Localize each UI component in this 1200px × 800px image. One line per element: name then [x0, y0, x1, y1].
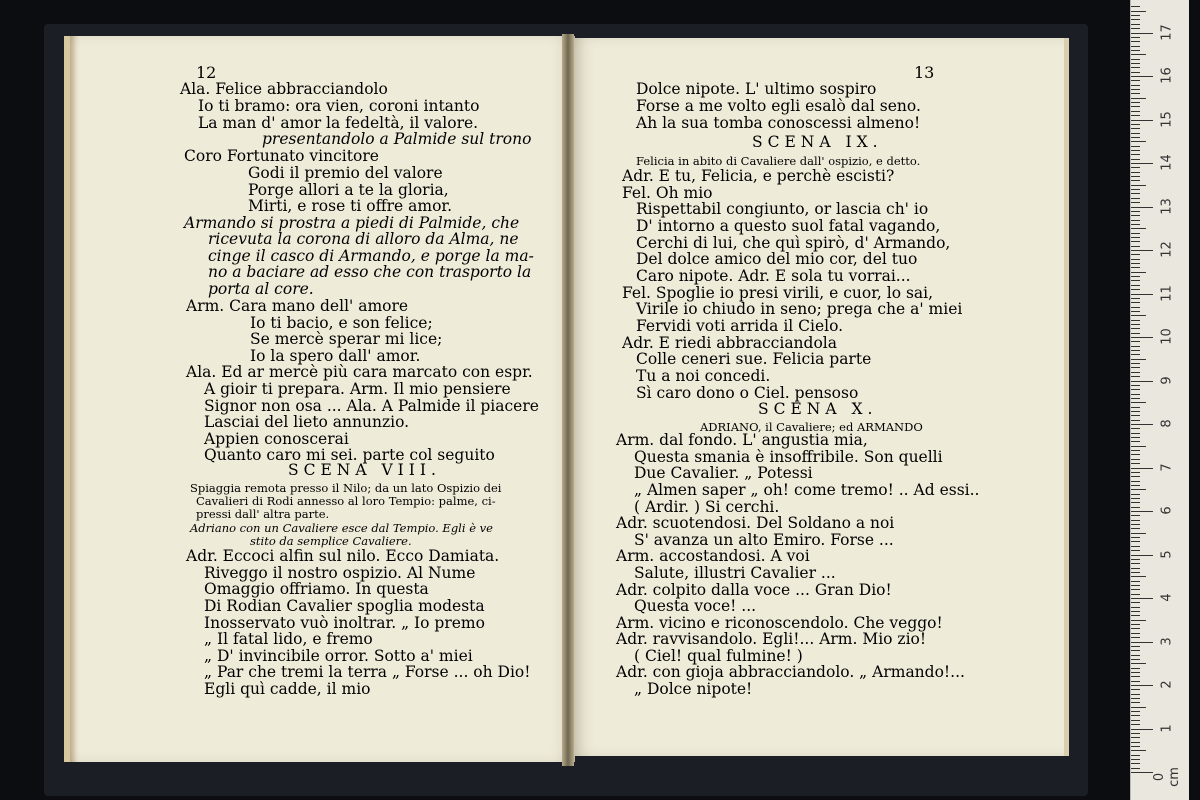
text-line: Del dolce amico del mio cor, del tuo [636, 250, 918, 268]
ruler-tick [1131, 354, 1140, 355]
ruler-tick [1131, 211, 1140, 212]
ruler-tick [1131, 685, 1153, 686]
text-line: Fel. Oh mio [622, 184, 713, 202]
text-line: ADRIANO, il Cavaliere; ed ARMANDO [700, 420, 923, 434]
text-line: „ Almen saper „ oh! come tremo! .. Ad essi.. [634, 481, 980, 499]
ruler-tick [1131, 537, 1140, 538]
ruler-tick [1131, 463, 1140, 464]
ruler-tick [1131, 407, 1140, 408]
ruler-tick [1131, 33, 1153, 34]
text-line: A gioir ti prepara. Arm. Il mio pensiere [204, 380, 511, 398]
text-line: Mirti, e rose ti offre amor. [248, 197, 453, 215]
ruler-tick [1131, 172, 1140, 173]
ruler-tick [1131, 333, 1140, 334]
ruler-tick [1131, 207, 1153, 208]
ruler-tick [1131, 568, 1140, 569]
ruler-tick [1131, 729, 1153, 730]
ruler-tick [1131, 459, 1140, 460]
ruler-tick [1131, 215, 1140, 216]
ruler-tick [1131, 363, 1140, 364]
text-line: Adr. Eccoci alfin sul nilo. Ecco Damiata. [186, 547, 500, 565]
ruler-tick [1131, 424, 1153, 425]
ruler-tick [1131, 433, 1140, 434]
ruler-tick [1131, 11, 1146, 12]
ruler-tick [1131, 702, 1140, 703]
ruler-tick [1131, 454, 1140, 455]
ruler-tick [1131, 133, 1140, 134]
ruler-tick [1131, 655, 1140, 656]
text-line: ( Ardir. ) Si cerchi. [634, 498, 780, 516]
right-page-number: 13 [914, 63, 935, 82]
text-line: Appien conoscerai [204, 430, 349, 448]
ruler-tick [1131, 85, 1140, 86]
ruler-tick [1131, 359, 1146, 360]
text-line: porta al core. [208, 280, 314, 298]
ruler-tick [1131, 6, 1140, 7]
ruler-tick [1131, 350, 1140, 351]
text-line: Se mercè sperar mi lice; [250, 330, 443, 348]
text-line: „ Dolce nipote! [634, 680, 753, 698]
ruler-tick [1131, 385, 1140, 386]
text-line: Godi il premio del valore [248, 164, 443, 182]
ruler-tick [1131, 594, 1140, 595]
ruler-tick [1131, 372, 1140, 373]
ruler-tick [1131, 389, 1140, 390]
ruler-tick [1131, 376, 1140, 377]
ruler-tick [1131, 494, 1140, 495]
text-line: Fel. Spoglie io presi virili, e cuor, lo sai, [622, 284, 934, 302]
ruler-tick [1131, 367, 1140, 368]
ruler-tick [1131, 193, 1140, 194]
book-spine [562, 34, 574, 766]
text-line: Rispettabil congiunto, or lascia ch' io [636, 200, 929, 218]
text-line: Virile io chiudo in seno; prega che a' miei [636, 300, 963, 318]
text-line: Porge allori a te la gloria, [248, 181, 449, 199]
ruler-tick [1131, 742, 1140, 743]
ruler-tick [1131, 642, 1153, 643]
text-line: Tu a noi concedi. [636, 367, 771, 385]
ruler-tick [1131, 15, 1140, 16]
ruler-tick [1131, 154, 1140, 155]
ruler-tick [1131, 672, 1140, 673]
ruler-tick [1131, 272, 1146, 273]
ruler-tick [1131, 411, 1140, 412]
ruler-tick [1131, 241, 1140, 242]
ruler-tick [1131, 489, 1146, 490]
ruler-cm-label: 7 [1159, 462, 1175, 472]
ruler-tick [1131, 294, 1153, 295]
ruler-tick [1131, 720, 1140, 721]
ruler-tick [1131, 106, 1140, 107]
text-line: Riveggo il nostro ospizio. Al Nume [204, 564, 476, 582]
ruler-tick [1131, 315, 1146, 316]
text-line: Cavalieri di Rodi annesso al loro Tempio: palme, ci- [196, 494, 496, 508]
ruler-tick [1131, 102, 1140, 103]
ruler-tick [1131, 46, 1140, 47]
ruler-cm-label: 10 [1159, 328, 1175, 345]
ruler-tick [1131, 228, 1146, 229]
ruler-tick [1131, 628, 1140, 629]
ruler-tick [1131, 328, 1140, 329]
ruler-tick [1131, 233, 1140, 234]
ruler-tick [1131, 246, 1140, 247]
ruler-tick [1131, 572, 1140, 573]
ruler-cm-label: 5 [1159, 549, 1175, 559]
ruler-tick [1131, 550, 1140, 551]
text-line: „ Il fatal lido, e fremo [204, 630, 373, 648]
ruler-tick [1131, 668, 1140, 669]
text-line: Adr. con gioja abbracciandolo. „ Armando!... [616, 663, 965, 681]
text-line: Io ti bacio, e son felice; [250, 314, 433, 332]
text-line: Cerchi di lui, che quì spirò, d' Armando, [636, 234, 951, 252]
text-line: Adriano con un Cavaliere esce dal Tempio. Egli è ve [190, 521, 493, 535]
ruler-tick [1131, 307, 1140, 308]
text-line: Colle ceneri sue. Felicia parte [636, 350, 872, 368]
left-page-number: 12 [196, 63, 217, 82]
ruler-unit-label: 0 cm [1152, 767, 1182, 787]
ruler-tick [1131, 128, 1140, 129]
ruler-tick [1131, 176, 1140, 177]
ruler-tick [1131, 120, 1153, 121]
ruler-tick [1131, 533, 1146, 534]
ruler-tick [1131, 93, 1140, 94]
ruler-tick [1131, 263, 1140, 264]
ruler-tick [1131, 698, 1140, 699]
ruler-tick [1131, 163, 1153, 164]
ruler-tick [1131, 541, 1140, 542]
text-line: Omaggio offriamo. In questa [204, 580, 429, 598]
text-line: ( Ciel! qual fulmine! ) [634, 647, 803, 665]
measuring-ruler [1130, 0, 1189, 800]
ruler-cm-label: 14 [1159, 154, 1175, 171]
text-line: Salute, illustri Cavalier ... [634, 564, 836, 582]
ruler-tick [1131, 150, 1140, 151]
text-line: Arm. Cara mano dell' amore [186, 297, 409, 315]
text-line: Signor non osa ... Ala. A Palmide il piacere [204, 397, 539, 415]
text-line: D' intorno a questo suol fatal vagando, [636, 217, 941, 235]
scene-heading: SCENA VIII. [288, 461, 441, 479]
ruler-cm-label: 8 [1159, 419, 1175, 428]
ruler-tick [1131, 528, 1140, 529]
ruler-tick [1131, 546, 1140, 547]
ruler-tick [1131, 707, 1146, 708]
text-line: Armando si prostra a piedi di Palmide, che [184, 214, 520, 232]
ruler-cm-label: 9 [1159, 375, 1175, 385]
ruler-tick [1131, 76, 1153, 77]
ruler-tick [1131, 611, 1140, 612]
ruler-cm-label: 3 [1159, 636, 1175, 646]
ruler-tick [1131, 111, 1140, 112]
ruler-tick [1131, 124, 1140, 125]
text-line: Arm. vicino e riconoscendolo. Che veggo! [616, 614, 943, 632]
ruler-tick [1131, 498, 1140, 499]
ruler-tick [1131, 428, 1140, 429]
scene-heading: SCENA X. [758, 400, 878, 418]
text-line: Forse a me volto egli esalò dal seno. [636, 97, 921, 115]
ruler-tick [1131, 198, 1140, 199]
ruler-tick [1131, 24, 1140, 25]
ruler-tick [1131, 420, 1140, 421]
ruler-tick [1131, 633, 1140, 634]
ruler-tick [1131, 72, 1140, 73]
ruler-tick [1131, 476, 1140, 477]
ruler-cm-label: 13 [1159, 197, 1175, 215]
ruler-tick [1131, 341, 1140, 342]
ruler-tick [1131, 581, 1140, 582]
ruler-tick [1131, 37, 1140, 38]
text-line: Di Rodian Cavalier spoglia modesta [204, 597, 485, 615]
ruler-cm-label: 1 [1159, 723, 1175, 733]
ruler-cm-label: 11 [1159, 284, 1175, 302]
ruler-tick [1131, 468, 1153, 469]
ruler-tick [1131, 724, 1140, 725]
ruler-tick [1131, 394, 1140, 395]
ruler-tick [1131, 485, 1140, 486]
ruler-tick [1131, 167, 1140, 168]
text-line: Ala. Ed ar mercè più cara marcato con espr. [186, 363, 533, 381]
ruler-tick [1131, 146, 1140, 147]
ruler-tick [1131, 659, 1140, 660]
ruler-tick [1131, 267, 1140, 268]
ruler-tick [1131, 141, 1146, 142]
text-line: Adr. colpito dalla voce ... Gran Dio! [616, 581, 892, 599]
ruler-tick [1131, 481, 1140, 482]
ruler-tick [1131, 733, 1140, 734]
ruler-tick [1131, 511, 1153, 512]
ruler-tick [1131, 759, 1140, 760]
ruler-tick [1131, 67, 1140, 68]
ruler-tick [1131, 763, 1140, 764]
ruler-tick [1131, 19, 1140, 20]
ruler-tick [1131, 159, 1140, 160]
ruler-tick [1131, 737, 1140, 738]
ruler-tick [1131, 80, 1140, 81]
text-line: Arm. dal fondo. L' angustia mia, [616, 431, 868, 449]
ruler-tick [1131, 381, 1153, 382]
text-line: Egli quì cadde, il mio [204, 680, 371, 698]
text-line: Lasciai del lieto annunzio. [204, 413, 410, 431]
text-line: Io la spero dall' amor. [250, 347, 421, 365]
ruler-cm-label: 16 [1159, 67, 1175, 84]
ruler-tick [1131, 398, 1140, 399]
ruler-tick [1131, 298, 1140, 299]
ruler-tick [1131, 185, 1146, 186]
ruler-tick [1131, 289, 1140, 290]
ruler-tick [1131, 59, 1140, 60]
text-line: „ Par che tremi la terra „ Forse ... oh Dio! [204, 663, 531, 681]
ruler-tick [1131, 746, 1140, 747]
text-line: Caro nipote. Adr. E sola tu vorrai... [636, 267, 911, 285]
text-line: stito da semplice Cavaliere. [250, 534, 412, 548]
ruler-tick [1131, 607, 1140, 608]
ruler-tick [1131, 254, 1140, 255]
ruler-tick [1131, 694, 1140, 695]
ruler-tick [1131, 337, 1153, 338]
text-line: Spiaggia remota presso il Nilo; da un lato Ospizio dei [190, 481, 502, 495]
ruler-tick [1131, 502, 1140, 503]
text-line: Due Cavalier. „ Potessi [634, 464, 813, 482]
text-line: Ah la sua tomba conoscessi almeno! [636, 114, 921, 132]
ruler-tick [1131, 711, 1140, 712]
ruler-tick [1131, 415, 1140, 416]
text-line: Fervidi voti arrida il Cielo. [636, 317, 844, 335]
ruler-tick [1131, 520, 1140, 521]
text-line: cinge il casco di Armando, e porge la ma- [208, 247, 534, 265]
ruler-tick [1131, 89, 1140, 90]
ruler-tick [1131, 768, 1140, 769]
text-line: Ala. Felice abbracciandolo [180, 80, 388, 98]
ruler-cm-label: 6 [1159, 506, 1175, 515]
ruler-tick [1131, 646, 1140, 647]
ruler-tick [1131, 681, 1140, 682]
ruler-tick [1131, 276, 1140, 277]
ruler-tick [1131, 576, 1146, 577]
ruler-tick [1131, 54, 1146, 55]
ruler-tick [1131, 602, 1140, 603]
ruler-cm-label: 4 [1159, 593, 1175, 602]
ruler-tick [1131, 689, 1140, 690]
ruler-tick [1131, 676, 1140, 677]
text-line: „ D' invincibile orror. Sotto a' miei [204, 647, 473, 665]
ruler-tick [1131, 302, 1140, 303]
ruler-tick [1131, 189, 1140, 190]
text-line: Io ti bramo: ora vien, coroni intanto [198, 97, 480, 115]
ruler-tick [1131, 437, 1140, 438]
text-line: no a baciare ad esso che con trasporto la [208, 263, 532, 281]
ruler-tick [1131, 515, 1140, 516]
text-line: Adr. ravvisandolo. Egli!... Arm. Mio zio! [616, 630, 927, 648]
ruler-tick [1131, 180, 1140, 181]
ruler-tick [1131, 280, 1140, 281]
ruler-tick [1131, 50, 1140, 51]
ruler-tick [1131, 98, 1146, 99]
text-line: Adr. E tu, Felicia, e perchè escisti? [622, 167, 895, 185]
ruler-tick [1131, 472, 1140, 473]
ruler-tick [1131, 555, 1153, 556]
ruler-cm-label: 2 [1159, 680, 1175, 689]
text-line: S' avanza un alto Emiro. Forse ... [634, 531, 894, 549]
text-line: Inosservato vuò inoltrar. „ Io premo [204, 614, 485, 632]
ruler-tick [1131, 750, 1146, 751]
ruler-cm-label: 15 [1159, 110, 1175, 128]
ruler-tick [1131, 620, 1146, 621]
text-line: Arm. accostandosi. A voi [616, 547, 810, 565]
text-line: Coro Fortunato vincitore [184, 147, 379, 165]
ruler-tick [1131, 589, 1140, 590]
ruler-tick [1131, 624, 1140, 625]
ruler-tick [1131, 441, 1140, 442]
ruler-tick [1131, 202, 1140, 203]
ruler-tick [1131, 559, 1140, 560]
scene-heading: SCENA IX. [752, 133, 883, 151]
ruler-tick [1131, 115, 1140, 116]
ruler-tick [1131, 237, 1140, 238]
text-line: pressi dall' altra parte. [196, 507, 330, 521]
ruler-tick [1131, 41, 1140, 42]
ruler-cm-label: 12 [1159, 241, 1175, 258]
ruler-cm-label: 17 [1159, 23, 1175, 41]
text-line: Questa voce! ... [634, 597, 757, 615]
ruler-tick [1131, 598, 1153, 599]
ruler-tick [1131, 507, 1140, 508]
ruler-tick [1131, 324, 1140, 325]
ruler-tick [1131, 28, 1140, 29]
ruler-tick [1131, 224, 1140, 225]
ruler-tick [1131, 585, 1140, 586]
ruler-tick [1131, 250, 1153, 251]
ruler-tick [1131, 220, 1140, 221]
text-line: ricevuta la corona di alloro da Alma, ne [208, 230, 519, 248]
ruler-tick [1131, 446, 1146, 447]
text-line: Adr. E riedi abbracciandola [622, 334, 837, 352]
text-line: Dolce nipote. L' ultimo sospiro [636, 80, 877, 98]
ruler-tick [1131, 663, 1146, 664]
ruler-tick [1131, 285, 1140, 286]
ruler-tick [1131, 563, 1140, 564]
ruler-tick [1131, 259, 1140, 260]
text-line: Sì caro dono o Ciel. pensoso [636, 384, 859, 402]
text-line: Adr. scuotendosi. Del Soldano a noi [616, 514, 895, 532]
ruler-tick [1131, 650, 1140, 651]
ruler-tick [1131, 772, 1153, 773]
ruler-tick [1131, 311, 1140, 312]
ruler-tick [1131, 715, 1140, 716]
ruler-tick [1131, 637, 1140, 638]
text-line: Questa smania è insoffribile. Son quelli [634, 448, 943, 466]
text-line: presentandolo a Palmide sul trono [262, 130, 532, 148]
ruler-tick [1131, 524, 1140, 525]
ruler-tick [1131, 450, 1140, 451]
ruler-tick [1131, 137, 1140, 138]
text-line: La man d' amor la fedeltà, il valore. [198, 114, 479, 132]
text-line: Quanto caro mi sei. parte col seguito [204, 446, 495, 464]
ruler-tick [1131, 615, 1140, 616]
ruler-tick [1131, 346, 1140, 347]
ruler-tick [1131, 402, 1146, 403]
text-line: Felicia in abito di Cavaliere dall' ospizio, e detto. [636, 154, 921, 168]
ruler-tick [1131, 63, 1140, 64]
ruler-tick [1131, 755, 1140, 756]
ruler-tick [1131, 320, 1140, 321]
